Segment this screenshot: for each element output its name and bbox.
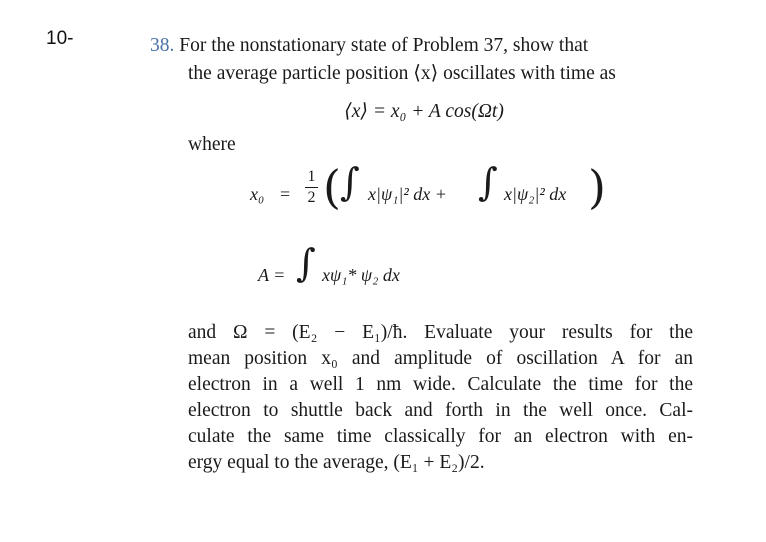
x0-term-1: x|ψ₁|² dx + (368, 184, 447, 204)
fraction-one-half (305, 168, 318, 207)
paragraph-line: electron in a well 1 nm wide. Calculate the time for the (188, 374, 693, 395)
problem-intro-line-2: the average particle position ⟨x⟩ oscillates with time as (188, 63, 616, 84)
paragraph-line: and Ω = (E₂ − E₁)/ħ. Evaluate your results for the (188, 322, 693, 343)
paragraph-line: electron to shuttle back and forth in the well once. Cal- (188, 400, 693, 421)
paragraph-line: mean position x₀ and amplitude of oscillation A for an (188, 348, 693, 369)
page-label: 10- (46, 28, 74, 49)
where-label: where (188, 134, 236, 155)
A-integrand: xψ₁* ψ₂ dx (322, 265, 400, 285)
x0-lhs: x₀ (250, 184, 265, 204)
problem-body-paragraph (188, 320, 693, 476)
right-paren-symbol: ) (588, 160, 606, 214)
equation-main: ⟨x⟩ = x₀ + A cos(Ωt) (344, 101, 504, 122)
problem-number: 38. (150, 35, 175, 56)
fraction-bar (305, 187, 318, 188)
paragraph-line: culate the same time classically for an electron with en- (188, 426, 693, 447)
paragraph-line: ergy equal to the average, (E₁ + E₂)/2. (188, 452, 485, 473)
integral-symbol-3: ∫ (296, 241, 316, 285)
problem-38 (150, 32, 698, 126)
integral-symbol-2: ∫ (478, 160, 498, 204)
problem-intro-line-1 (150, 32, 698, 60)
integral-symbol-1: ∫ (340, 160, 360, 204)
intro-text-1: For the nonstationary state of Problem 37, show that (179, 35, 589, 56)
A-lhs: A = (258, 265, 286, 285)
x0-equals: = (280, 184, 291, 204)
fraction-denominator: 2 (307, 189, 316, 206)
x0-term-2: x|ψ₂|² dx (504, 184, 567, 204)
fraction-numerator: 1 (307, 168, 316, 185)
left-paren-symbol: ( (323, 160, 341, 214)
